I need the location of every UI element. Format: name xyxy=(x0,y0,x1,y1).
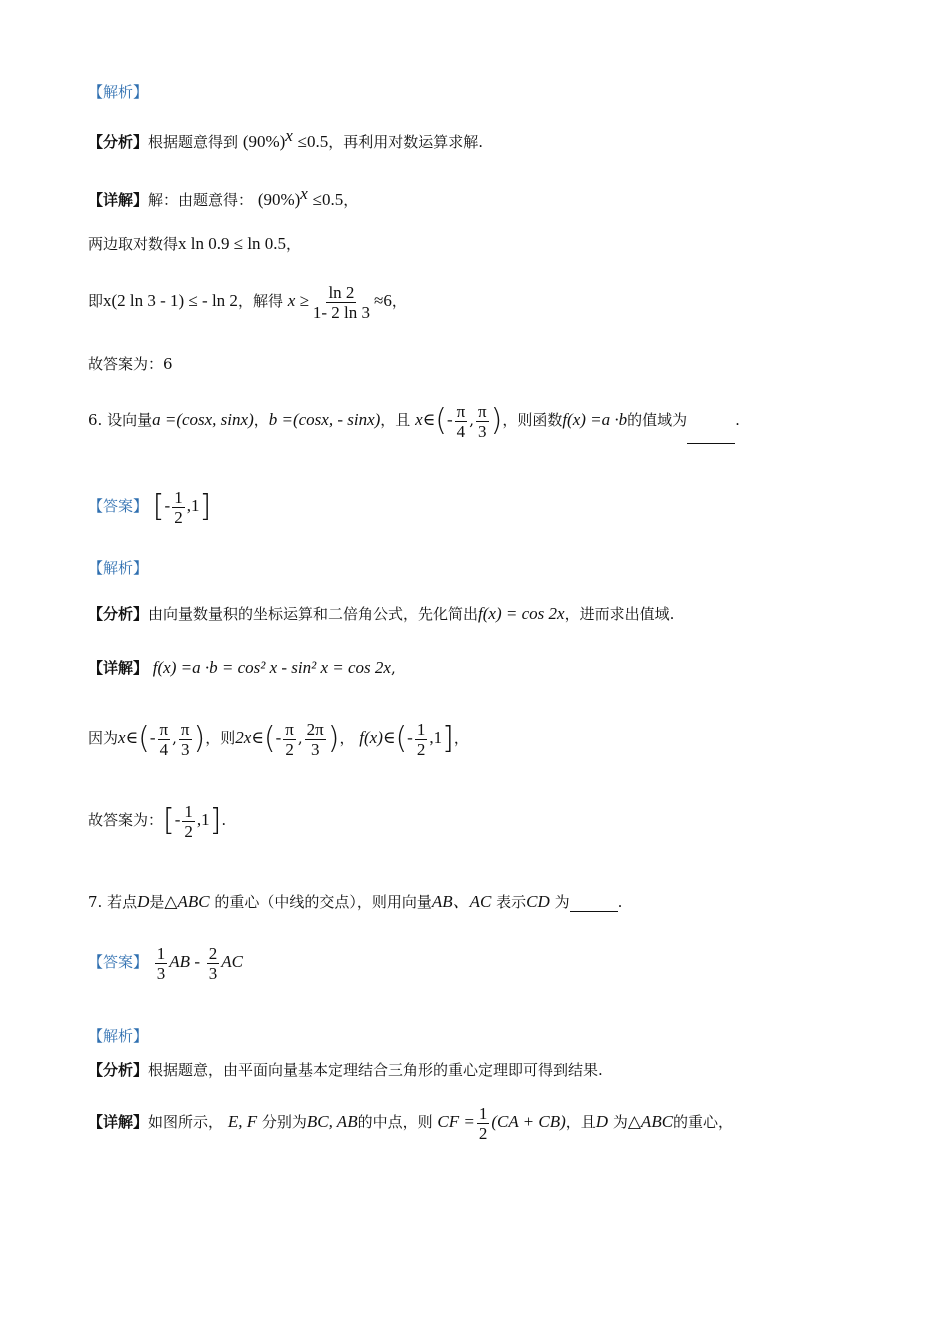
q6-t-minus: - xyxy=(275,728,282,747)
q7-detail-mid2: 的中点，则 xyxy=(357,1113,433,1131)
q6-stem-pre: 6. 设向量 xyxy=(88,411,153,429)
q6-final-num: 1 xyxy=(184,801,193,821)
q6-final-post: . xyxy=(221,811,227,829)
q6-analysis-math: f(x) = cos 2x xyxy=(478,604,565,623)
q6-stem-post: 的值域为 xyxy=(627,411,688,429)
q6-because: 因为 xyxy=(88,729,119,747)
q6-analysis-pre: 由向量数量积的坐标运算和二倍角公式，先化简出 xyxy=(148,605,479,623)
q7-answer-blank xyxy=(570,911,618,912)
p5-analysis-rhs: ≤0.5 xyxy=(297,132,329,151)
p5-line3-mid: ，解得 xyxy=(237,292,283,310)
p5-line3-x: x ≥ xyxy=(287,291,309,310)
q6-because-x: x∈ xyxy=(118,728,139,747)
jiexi-tag: 【解析】 xyxy=(88,83,149,101)
q6-answer-line xyxy=(88,480,211,532)
q7-is: 是 xyxy=(149,893,165,911)
q6-t-n2: 2π xyxy=(306,719,324,739)
q7-stem-end: . xyxy=(617,893,623,911)
q6-answer-tag: 【答案】 xyxy=(88,497,149,515)
q6-b-minus: - xyxy=(149,728,156,747)
q7-EF: E, F xyxy=(227,1112,258,1131)
p5-answer-line: 故答案为：6 xyxy=(88,355,173,373)
q6-final-right: ,1 xyxy=(196,810,210,829)
q7-detail-pre: 如图所示， xyxy=(148,1113,224,1131)
q6-f-minus: - xyxy=(407,728,413,747)
q6-jiexi-tag: 【解析】 xyxy=(88,559,149,577)
p5-detail-post: ， xyxy=(343,191,359,209)
q7-half-d: 2 xyxy=(478,1123,488,1143)
p5-line2 xyxy=(88,234,301,254)
q6-sep1: ， xyxy=(253,411,269,429)
q6-xiangjie-tag: 【详解】 xyxy=(88,659,149,677)
q6-detail-math: f(x) =a ·b = cos² x - sin² x = cos 2x xyxy=(152,658,391,677)
q7-analysis-text: 根据题意，由平面向量基本定理结合三角形的重心定理即可得到结果. xyxy=(148,1061,603,1079)
q6-b-frac1 xyxy=(158,720,171,759)
q6-f-close: ] xyxy=(442,721,454,756)
q6-fenxi-tag: 【分析】 xyxy=(88,605,149,623)
q6-final-open: [ xyxy=(163,803,175,838)
q7-detail-mid1: 分别为 xyxy=(261,1113,307,1131)
q6-b-frac2 xyxy=(179,720,192,759)
q6-func: f(x) =a ·b xyxy=(562,410,628,429)
q6-final-close: ] xyxy=(209,803,222,838)
q6-ans-close: ] xyxy=(199,489,212,524)
q7-analysis-line xyxy=(88,1060,603,1080)
p5-line2-pre: 两边取对数得 xyxy=(88,235,179,253)
p5-analysis-pre: 根据题意得到 xyxy=(148,133,239,151)
q7-stem-mid: 的重心（中线的交点），则用向量 xyxy=(214,893,432,911)
p5-detail-exp: x xyxy=(300,184,308,203)
q6-final-minus: - xyxy=(174,810,181,829)
p5-analysis-base: (90%) xyxy=(242,132,286,151)
q6-int-d2: 3 xyxy=(478,421,487,441)
q7-CF: CF = xyxy=(437,1112,475,1131)
q6-f-den: 2 xyxy=(416,739,426,759)
p5-line3-num: ln 2 xyxy=(328,282,355,302)
p5-detail-base: (90%) xyxy=(257,190,301,209)
q7-jiexi-tag: 【解析】 xyxy=(88,1027,149,1045)
q6-ans-den: 2 xyxy=(174,507,183,527)
q6-two-x: 2x∈ xyxy=(235,728,264,747)
p5-line3-math: x(2 ln 3 - 1) ≤ - ln 2 xyxy=(103,291,238,310)
q6-ans-right: ,1 xyxy=(186,496,200,515)
q6-b-d2: 3 xyxy=(180,739,190,759)
p5-line3 xyxy=(88,280,407,322)
q6-b-n2: π xyxy=(180,719,190,739)
q6-b-d1: 4 xyxy=(159,739,169,759)
q6-then: ，则 xyxy=(205,729,236,747)
q6-x-in: x∈ xyxy=(415,410,436,429)
q6-ans-open: [ xyxy=(152,489,165,524)
q6-close-paren: ) xyxy=(490,403,503,438)
p5-line3-den: 1- 2 ln 3 xyxy=(312,302,371,322)
q7-half-frac xyxy=(477,1104,490,1143)
p5-line3-approx: ≈6 xyxy=(374,291,392,310)
q6-t-d2: 3 xyxy=(310,739,320,759)
q6-stem-end: . xyxy=(735,411,740,429)
q6-sep2: ，且 xyxy=(380,411,411,429)
q7-ans-ac: AC xyxy=(221,952,243,971)
q6-stem: 6. 设向量a =(cosx, sinx)，b =(cosx, - sinx)，且 x∈(- $\frac{\pi}{4}$ , $\frac{\pi}{3}$ )，则函数f(x) =a ·b的值域为 . xyxy=(88,396,740,444)
q6-end-comma: ， xyxy=(453,729,469,747)
q6-ans-frac xyxy=(172,488,185,527)
p5-line3-frac xyxy=(311,283,372,322)
q6-int-frac2 xyxy=(476,402,489,441)
q6-detail-post: , xyxy=(390,659,396,677)
q6-b-open: ( xyxy=(138,721,150,756)
q7-answer-line xyxy=(88,940,243,984)
q7-ans-n2: 2 xyxy=(208,943,218,963)
q6-int-minus: - xyxy=(446,410,453,429)
q7-wei2: 为 xyxy=(612,1113,628,1131)
q6-fx-in: f(x)∈ xyxy=(359,728,396,747)
q7-stem xyxy=(88,892,622,912)
q6-sep3: ， xyxy=(339,729,355,747)
p5-analysis-exp: x xyxy=(285,126,293,145)
q7-fenxi-tag: 【分析】 xyxy=(88,1061,149,1079)
q7-xiangjie-tag: 【详解】 xyxy=(88,1113,149,1131)
q6-analysis-line xyxy=(88,604,674,624)
q6-int-d1: 4 xyxy=(456,421,466,441)
q7-ans-ab: AB - xyxy=(169,952,200,971)
q7-express: 表示 xyxy=(496,893,527,911)
q6-because-line: 因为x∈(- $\frac{\pi}{4}$ , $\frac{\pi}{3}$ )，则2x∈(- $\frac{\pi}{2}$ , $\frac{2\pi}{3}$ )， f(x)∈(- $\frac{1}{2}$ ,1]， xyxy=(88,719,469,759)
q7-wei: 为 xyxy=(554,893,570,911)
q6-b-n1: π xyxy=(159,719,169,739)
q7-ans-d2: 3 xyxy=(208,963,218,983)
q6-final-frac xyxy=(182,802,195,841)
q6-ans-minus: - xyxy=(164,496,171,515)
q7-stem-pre: 7. 若点 xyxy=(88,893,138,911)
q6-f-frac xyxy=(415,720,428,759)
q7-tri2: △ABC xyxy=(627,1112,674,1131)
q7-detail-end: 的重心， xyxy=(673,1113,734,1131)
p5-line3-pre: 即 xyxy=(88,292,104,310)
q7-D: D xyxy=(137,892,150,911)
p5-line2-post: ， xyxy=(286,235,302,253)
q7-half-n: 1 xyxy=(478,1103,488,1123)
p5-detail-line xyxy=(88,184,358,210)
q6-t-frac2 xyxy=(305,720,326,759)
p5-analysis-post: ，再利用对数运算求解. xyxy=(328,133,483,151)
q6-final-pre: 故答案为： xyxy=(88,811,164,829)
q6-int-n2: π xyxy=(478,401,487,421)
q6-ans-num: 1 xyxy=(174,487,183,507)
q7-CD: CD xyxy=(526,892,550,911)
fenxi-tag: 【分析】 xyxy=(88,133,149,151)
p5-analysis-line xyxy=(88,126,483,152)
q7-ans-frac2 xyxy=(207,944,220,983)
q7-D2: D xyxy=(595,1112,609,1131)
q6-int-n1: π xyxy=(456,401,466,421)
q7-ans-d1: 3 xyxy=(156,963,166,983)
q6-int-frac1 xyxy=(455,402,468,441)
q6-vec-b: b =(cosx, - sinx) xyxy=(268,410,381,429)
q7-ans-n1: 1 xyxy=(156,943,166,963)
q7-answer-tag: 【答案】 xyxy=(88,953,149,971)
p5-line2-math: x ln 0.9 ≤ ln 0.5 xyxy=(178,234,287,253)
q6-answer-blank xyxy=(687,443,735,444)
q7-ans-frac1 xyxy=(155,944,168,983)
q7-vecs: AB、AC xyxy=(431,892,492,911)
q7-detail-line xyxy=(88,1100,733,1144)
q6-t-n1: π xyxy=(285,719,294,739)
q6-final-den: 2 xyxy=(184,821,193,841)
q6-f-open: ( xyxy=(395,721,408,756)
q6-t-d1: 2 xyxy=(285,739,294,759)
q6-t-frac1 xyxy=(283,720,296,759)
q6-t-open: ( xyxy=(263,721,276,756)
q6-t-close: ) xyxy=(327,721,340,756)
p5-detail-rhs: ≤0.5 xyxy=(312,190,344,209)
q7-detail-mid3: ，且 xyxy=(565,1113,596,1131)
q6-vec-a: a =(cosx, sinx) xyxy=(152,410,254,429)
q6-detail-line xyxy=(88,658,396,678)
q6-final-line xyxy=(88,794,226,846)
q6-b-close: ) xyxy=(193,721,206,756)
q6-open-paren: ( xyxy=(435,403,447,438)
xiangjie-tag: 【详解】 xyxy=(88,191,149,209)
q6-analysis-post: ，进而求出值域. xyxy=(564,605,675,623)
q6-f-num: 1 xyxy=(416,719,426,739)
q6-f-right: ,1 xyxy=(429,728,443,747)
q7-CACB: (CA + CB) xyxy=(491,1112,566,1131)
q7-BCAB: BC, AB xyxy=(306,1112,358,1131)
p5-line3-post: ， xyxy=(391,292,407,310)
q7-tri: △ABC xyxy=(164,892,210,911)
q6-stem-mid: ，则函数 xyxy=(502,411,563,429)
p5-detail-pre: 解：由题意得： xyxy=(148,191,254,209)
